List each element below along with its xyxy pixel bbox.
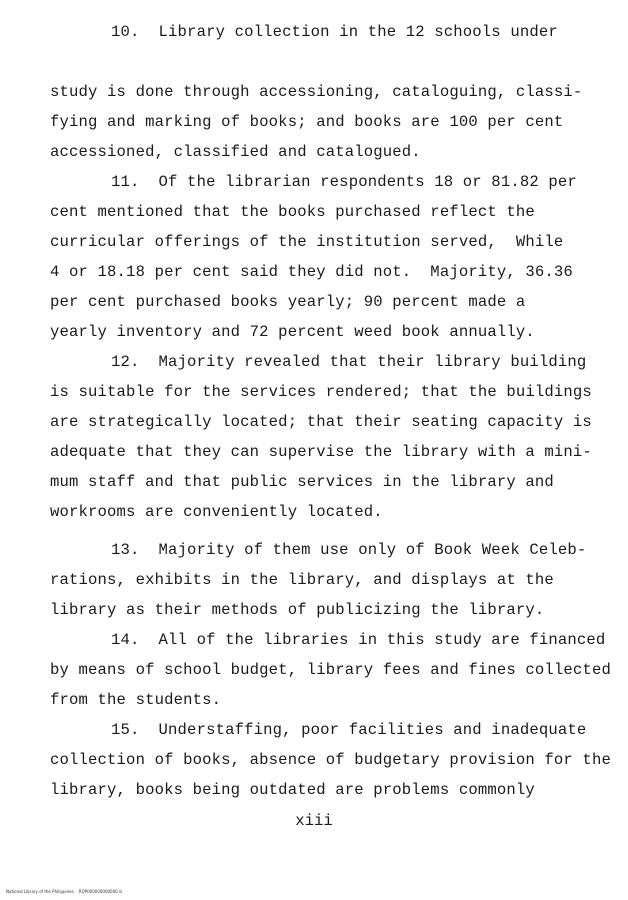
text-line: fying and marking of books; and books are 100 per cent: [50, 113, 564, 131]
text-line: adequate that they can supervise the library with a mini-: [50, 443, 592, 461]
text-line: 4 or 18.18 per cent said they did not. Majority, 36.36: [50, 263, 573, 281]
text-line: by means of school budget, library fees and fines collected: [50, 661, 611, 679]
text-line: cent mentioned that the books purchased reflect the: [50, 203, 535, 221]
page-number: xiii: [295, 812, 333, 830]
text-line: workrooms are conveniently located.: [50, 503, 383, 521]
text-line: study is done through accessioning, cataloguing, classi-: [50, 83, 583, 101]
text-line: collection of books, absence of budgetary provision for the: [50, 751, 611, 769]
text-line: per cent purchased books yearly; 90 percent made a: [50, 293, 526, 311]
text-line: from the students.: [50, 691, 222, 709]
text-line: library, books being outdated are problems commonly: [50, 781, 535, 799]
text-line: curricular offerings of the institution served, While: [50, 233, 564, 251]
text-line: library as their methods of publicizing the library.: [50, 601, 545, 619]
text-line: rations, exhibits in the library, and displays at the: [50, 571, 554, 589]
text-line: 15. Understaffing, poor facilities and inadequate: [111, 721, 587, 739]
text-line: 13. Majority of them use only of Book Week Celeb-: [111, 541, 587, 559]
text-line: mum staff and that public services in the library and: [50, 473, 554, 491]
text-line: 12. Majority revealed that their library building: [111, 353, 587, 371]
text-line: is suitable for the services rendered; that the buildings: [50, 383, 592, 401]
text-line: yearly inventory and 72 percent weed book annually.: [50, 323, 535, 341]
text-line: accessioned, classified and catalogued.: [50, 143, 421, 161]
text-line: 10. Library collection in the 12 schools under: [111, 23, 558, 41]
footer-note: National Library of the Philippines ROP000000000000 iii: [6, 889, 123, 894]
text-line: 11. Of the librarian respondents 18 or 81.82 per: [111, 173, 577, 191]
text-line: 14. All of the libraries in this study are financed: [111, 631, 606, 649]
text-line: are strategically located; that their seating capacity is: [50, 413, 592, 431]
